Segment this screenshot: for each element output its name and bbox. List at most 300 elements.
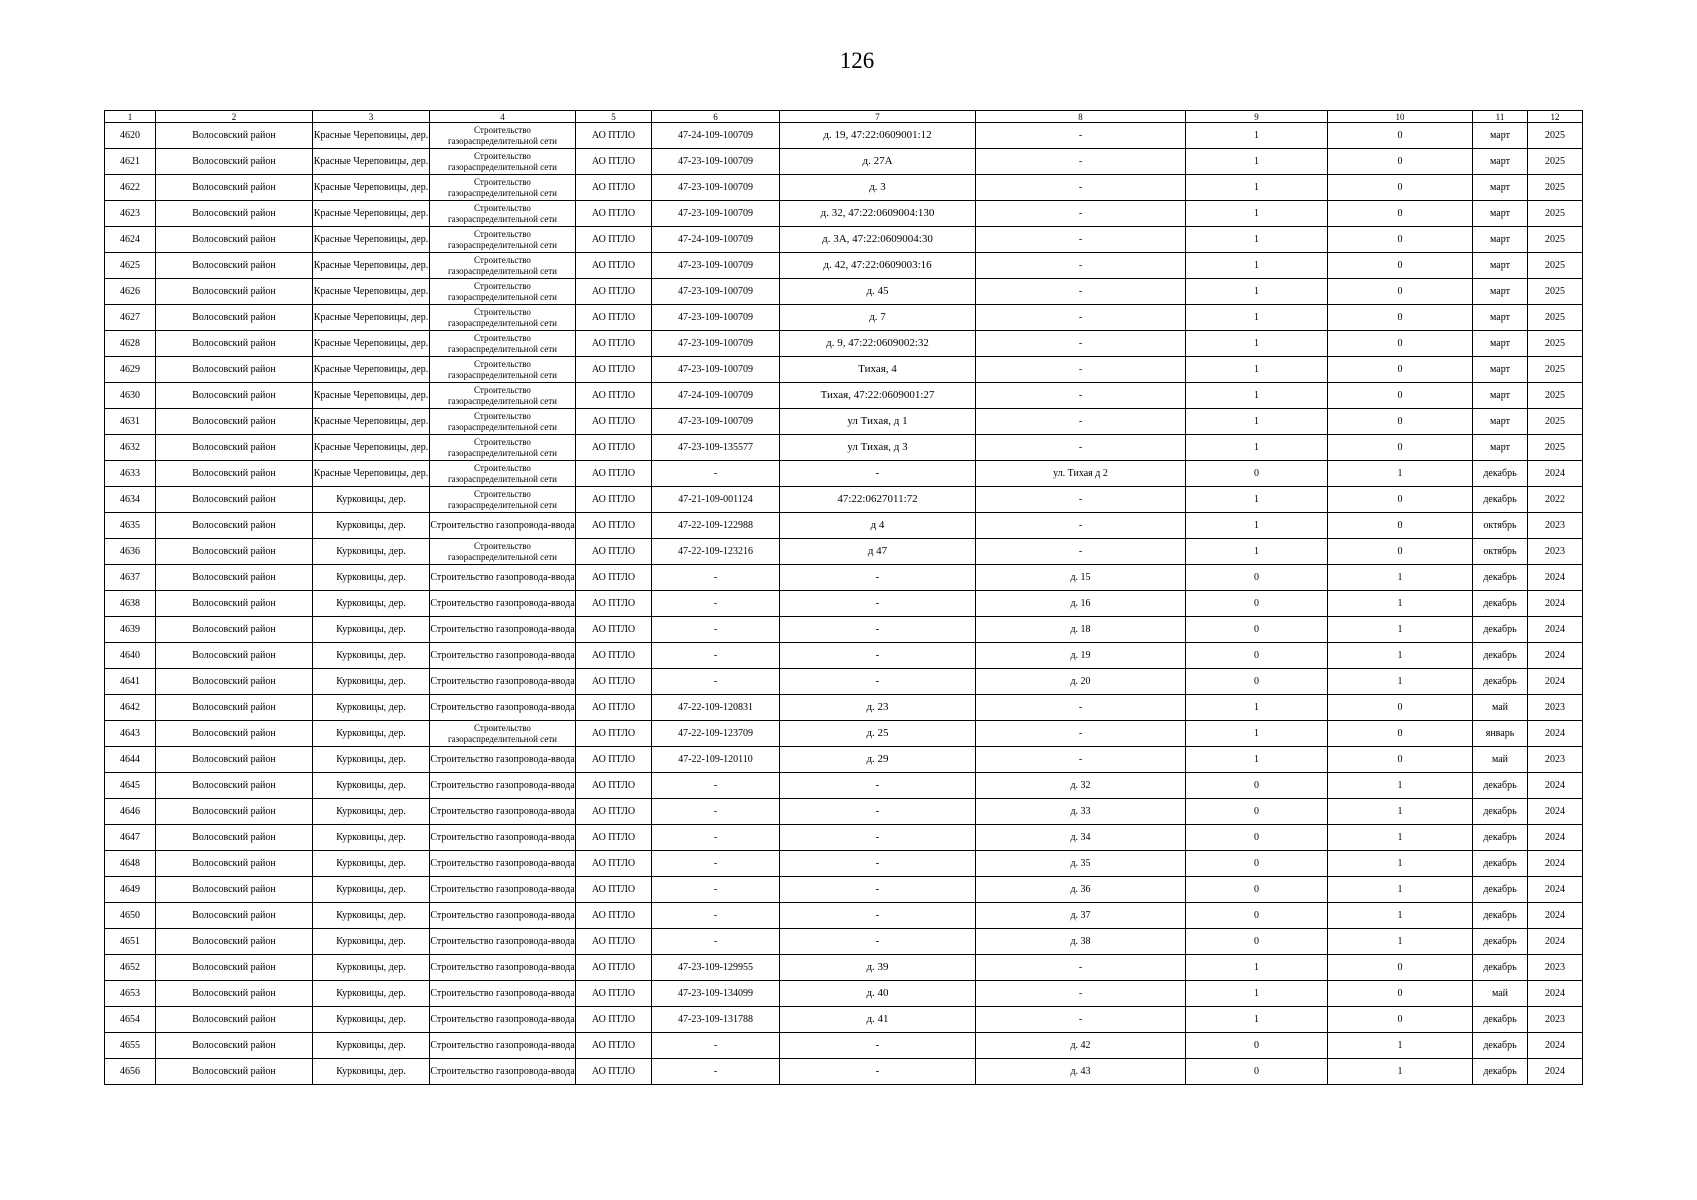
cell-organization: АО ПТЛО: [576, 825, 652, 851]
cell-contract-number: 47-23-109-100709: [652, 331, 780, 357]
cell-organization: АО ПТЛО: [576, 357, 652, 383]
cell-year: 2024: [1528, 929, 1583, 955]
cell-organization: АО ПТЛО: [576, 929, 652, 955]
cell-count-a: 1: [1186, 513, 1328, 539]
column-header-4: 4: [430, 111, 576, 123]
cell-num: 4649: [105, 877, 156, 903]
cell-month: декабрь: [1473, 955, 1528, 981]
cell-count-a: 1: [1186, 435, 1328, 461]
cell-num: 4634: [105, 487, 156, 513]
cell-address: д. 40: [780, 981, 976, 1007]
cell-locality: Курковицы, дер.: [313, 877, 430, 903]
cell-locality: Красные Череповицы, дер.: [313, 123, 430, 149]
cell-count-b: 1: [1328, 565, 1473, 591]
cell-district: Волосовский район: [156, 461, 313, 487]
cell-count-a: 1: [1186, 487, 1328, 513]
cell-organization: АО ПТЛО: [576, 227, 652, 253]
cell-num: 4627: [105, 305, 156, 331]
table-row: [105, 773, 1583, 799]
cell-address: -: [780, 591, 976, 617]
cell-count-b: 1: [1328, 669, 1473, 695]
cell-count-a: 0: [1186, 1059, 1328, 1085]
cell-organization: АО ПТЛО: [576, 773, 652, 799]
cell-locality: Курковицы, дер.: [313, 825, 430, 851]
cell-work-type: Строительство газопровода-ввода: [430, 695, 576, 721]
cell-year: 2025: [1528, 253, 1583, 279]
cell-locality: Курковицы, дер.: [313, 799, 430, 825]
cell-month: март: [1473, 279, 1528, 305]
cell-month: март: [1473, 149, 1528, 175]
cell-locality: Курковицы, дер.: [313, 1059, 430, 1085]
cell-num: 4623: [105, 201, 156, 227]
cell-organization: АО ПТЛО: [576, 643, 652, 669]
cell-month: декабрь: [1473, 825, 1528, 851]
cell-work-type: Строительство газораспределительной сети: [430, 435, 576, 461]
cell-work-type: Строительство газораспределительной сети: [430, 383, 576, 409]
table-row: [105, 123, 1583, 149]
cell-locality: Курковицы, дер.: [313, 929, 430, 955]
table-row: [105, 305, 1583, 331]
table-row: [105, 383, 1583, 409]
cell-month: декабрь: [1473, 669, 1528, 695]
cell-month: декабрь: [1473, 799, 1528, 825]
cell-work-type: Строительство газопровода-ввода: [430, 565, 576, 591]
cell-month: май: [1473, 747, 1528, 773]
cell-district: Волосовский район: [156, 331, 313, 357]
cell-address-alt: -: [976, 279, 1186, 305]
cell-count-b: 0: [1328, 149, 1473, 175]
cell-month: октябрь: [1473, 513, 1528, 539]
cell-locality: Красные Череповицы, дер.: [313, 253, 430, 279]
table-row: [105, 175, 1583, 201]
cell-address: -: [780, 825, 976, 851]
cell-address: д. 9, 47:22:0609002:32: [780, 331, 976, 357]
cell-locality: Курковицы, дер.: [313, 669, 430, 695]
cell-count-a: 0: [1186, 643, 1328, 669]
cell-organization: АО ПТЛО: [576, 149, 652, 175]
cell-num: 4654: [105, 1007, 156, 1033]
cell-organization: АО ПТЛО: [576, 617, 652, 643]
cell-organization: АО ПТЛО: [576, 513, 652, 539]
cell-count-b: 0: [1328, 435, 1473, 461]
cell-address: д. 45: [780, 279, 976, 305]
cell-count-b: 0: [1328, 331, 1473, 357]
table-row: [105, 409, 1583, 435]
cell-count-b: 0: [1328, 279, 1473, 305]
column-header-9: 9: [1186, 111, 1328, 123]
cell-year: 2024: [1528, 669, 1583, 695]
cell-count-a: 1: [1186, 305, 1328, 331]
cell-locality: Курковицы, дер.: [313, 721, 430, 747]
cell-year: 2024: [1528, 1033, 1583, 1059]
cell-month: декабрь: [1473, 877, 1528, 903]
table-row: [105, 903, 1583, 929]
cell-district: Волосовский район: [156, 799, 313, 825]
cell-address-alt: -: [976, 149, 1186, 175]
cell-month: декабрь: [1473, 903, 1528, 929]
cell-num: 4635: [105, 513, 156, 539]
cell-num: 4633: [105, 461, 156, 487]
cell-contract-number: 47-22-109-122988: [652, 513, 780, 539]
cell-work-type: Строительство газопровода-ввода: [430, 877, 576, 903]
cell-district: Волосовский район: [156, 513, 313, 539]
cell-work-type: Строительство газораспределительной сети: [430, 305, 576, 331]
cell-district: Волосовский район: [156, 929, 313, 955]
cell-year: 2025: [1528, 305, 1583, 331]
cell-month: декабрь: [1473, 773, 1528, 799]
cell-address: д. 3А, 47:22:0609004:30: [780, 227, 976, 253]
cell-district: Волосовский район: [156, 435, 313, 461]
cell-count-b: 0: [1328, 981, 1473, 1007]
cell-organization: АО ПТЛО: [576, 383, 652, 409]
table-row: [105, 201, 1583, 227]
cell-work-type: Строительство газопровода-ввода: [430, 981, 576, 1007]
cell-month: май: [1473, 695, 1528, 721]
cell-address-alt: -: [976, 409, 1186, 435]
cell-work-type: Строительство газораспределительной сети: [430, 149, 576, 175]
cell-address-alt: д. 19: [976, 643, 1186, 669]
cell-count-b: 1: [1328, 773, 1473, 799]
cell-organization: АО ПТЛО: [576, 721, 652, 747]
cell-locality: Красные Череповицы, дер.: [313, 175, 430, 201]
cell-organization: АО ПТЛО: [576, 487, 652, 513]
table-row: [105, 851, 1583, 877]
cell-work-type: Строительство газопровода-ввода: [430, 929, 576, 955]
cell-num: 4639: [105, 617, 156, 643]
cell-work-type: Строительство газопровода-ввода: [430, 669, 576, 695]
cell-organization: АО ПТЛО: [576, 799, 652, 825]
cell-num: 4641: [105, 669, 156, 695]
cell-address: д. 29: [780, 747, 976, 773]
cell-num: 4656: [105, 1059, 156, 1085]
cell-address-alt: -: [976, 955, 1186, 981]
cell-contract-number: 47-23-109-100709: [652, 409, 780, 435]
cell-organization: АО ПТЛО: [576, 851, 652, 877]
cell-organization: АО ПТЛО: [576, 1033, 652, 1059]
column-header-3: 3: [313, 111, 430, 123]
cell-year: 2024: [1528, 591, 1583, 617]
cell-contract-number: -: [652, 565, 780, 591]
cell-count-b: 1: [1328, 643, 1473, 669]
cell-district: Волосовский район: [156, 669, 313, 695]
cell-count-a: 0: [1186, 799, 1328, 825]
cell-district: Волосовский район: [156, 877, 313, 903]
cell-address: д. 19, 47:22:0609001:12: [780, 123, 976, 149]
cell-district: Волосовский район: [156, 851, 313, 877]
column-header-8: 8: [976, 111, 1186, 123]
cell-count-a: 1: [1186, 955, 1328, 981]
cell-organization: АО ПТЛО: [576, 669, 652, 695]
table-row: [105, 279, 1583, 305]
cell-address: Тихая, 47:22:0609001:27: [780, 383, 976, 409]
cell-address-alt: -: [976, 695, 1186, 721]
cell-month: март: [1473, 331, 1528, 357]
table-row: [105, 981, 1583, 1007]
cell-year: 2025: [1528, 331, 1583, 357]
cell-year: 2023: [1528, 955, 1583, 981]
cell-month: декабрь: [1473, 1033, 1528, 1059]
cell-num: 4646: [105, 799, 156, 825]
cell-organization: АО ПТЛО: [576, 279, 652, 305]
cell-count-b: 0: [1328, 357, 1473, 383]
cell-district: Волосовский район: [156, 383, 313, 409]
cell-work-type: Строительство газораспределительной сети: [430, 123, 576, 149]
cell-count-a: 0: [1186, 1033, 1328, 1059]
cell-district: Волосовский район: [156, 539, 313, 565]
column-header-1: 1: [105, 111, 156, 123]
cell-year: 2024: [1528, 721, 1583, 747]
cell-address: -: [780, 565, 976, 591]
cell-organization: АО ПТЛО: [576, 1007, 652, 1033]
cell-year: 2024: [1528, 851, 1583, 877]
cell-address-alt: д. 38: [976, 929, 1186, 955]
cell-locality: Курковицы, дер.: [313, 955, 430, 981]
cell-month: март: [1473, 357, 1528, 383]
cell-year: 2024: [1528, 903, 1583, 929]
cell-count-a: 1: [1186, 981, 1328, 1007]
cell-num: 4651: [105, 929, 156, 955]
table-row: [105, 435, 1583, 461]
cell-address-alt: -: [976, 357, 1186, 383]
cell-organization: АО ПТЛО: [576, 695, 652, 721]
cell-work-type: Строительство газопровода-ввода: [430, 1059, 576, 1085]
cell-num: 4636: [105, 539, 156, 565]
cell-count-b: 0: [1328, 409, 1473, 435]
cell-address-alt: -: [976, 123, 1186, 149]
table-row: [105, 617, 1583, 643]
column-header-11: 11: [1473, 111, 1528, 123]
cell-address-alt: -: [976, 201, 1186, 227]
cell-year: 2023: [1528, 695, 1583, 721]
cell-address-alt: -: [976, 981, 1186, 1007]
cell-month: март: [1473, 123, 1528, 149]
table-row: [105, 747, 1583, 773]
cell-work-type: Строительство газораспределительной сети: [430, 539, 576, 565]
cell-locality: Курковицы, дер.: [313, 903, 430, 929]
cell-num: 4648: [105, 851, 156, 877]
cell-address-alt: -: [976, 435, 1186, 461]
cell-address-alt: д. 20: [976, 669, 1186, 695]
cell-address-alt: -: [976, 227, 1186, 253]
cell-contract-number: -: [652, 1033, 780, 1059]
cell-district: Волосовский район: [156, 617, 313, 643]
table-row: [105, 721, 1583, 747]
cell-locality: Курковицы, дер.: [313, 617, 430, 643]
cell-address-alt: -: [976, 487, 1186, 513]
cell-locality: Курковицы, дер.: [313, 1033, 430, 1059]
cell-address: д. 41: [780, 1007, 976, 1033]
cell-district: Волосовский район: [156, 981, 313, 1007]
cell-month: март: [1473, 201, 1528, 227]
cell-num: 4637: [105, 565, 156, 591]
cell-work-type: Строительство газораспределительной сети: [430, 487, 576, 513]
cell-count-a: 0: [1186, 877, 1328, 903]
cell-contract-number: 47-23-109-100709: [652, 149, 780, 175]
page-number: 126: [839, 48, 875, 73]
cell-district: Волосовский район: [156, 1033, 313, 1059]
cell-num: 4626: [105, 279, 156, 305]
cell-address-alt: д. 37: [976, 903, 1186, 929]
cell-contract-number: -: [652, 1059, 780, 1085]
column-header-6: 6: [652, 111, 780, 123]
cell-month: март: [1473, 409, 1528, 435]
cell-count-a: 0: [1186, 461, 1328, 487]
cell-locality: Красные Череповицы, дер.: [313, 201, 430, 227]
cell-address: ул Тихая, д 3: [780, 435, 976, 461]
cell-month: декабрь: [1473, 461, 1528, 487]
cell-address: д 4: [780, 513, 976, 539]
cell-month: январь: [1473, 721, 1528, 747]
cell-locality: Курковицы, дер.: [313, 539, 430, 565]
table-row: [105, 1007, 1583, 1033]
cell-count-b: 0: [1328, 201, 1473, 227]
cell-work-type: Строительство газораспределительной сети: [430, 279, 576, 305]
cell-num: 4644: [105, 747, 156, 773]
cell-organization: АО ПТЛО: [576, 591, 652, 617]
cell-organization: АО ПТЛО: [576, 955, 652, 981]
cell-num: 4631: [105, 409, 156, 435]
cell-locality: Красные Череповицы, дер.: [313, 331, 430, 357]
cell-year: 2024: [1528, 799, 1583, 825]
cell-count-a: 1: [1186, 747, 1328, 773]
table-row: [105, 539, 1583, 565]
cell-district: Волосовский район: [156, 253, 313, 279]
cell-address: д. 7: [780, 305, 976, 331]
cell-count-b: 0: [1328, 513, 1473, 539]
cell-count-a: 1: [1186, 357, 1328, 383]
cell-address: д. 32, 47:22:0609004:130: [780, 201, 976, 227]
cell-work-type: Строительство газопровода-ввода: [430, 851, 576, 877]
cell-year: 2025: [1528, 227, 1583, 253]
cell-month: май: [1473, 981, 1528, 1007]
cell-address-alt: д. 42: [976, 1033, 1186, 1059]
cell-contract-number: -: [652, 669, 780, 695]
cell-address: -: [780, 669, 976, 695]
cell-count-b: 1: [1328, 799, 1473, 825]
cell-year: 2025: [1528, 383, 1583, 409]
cell-num: 4624: [105, 227, 156, 253]
table-row: [105, 591, 1583, 617]
cell-count-a: 1: [1186, 695, 1328, 721]
cell-num: 4629: [105, 357, 156, 383]
cell-year: 2024: [1528, 825, 1583, 851]
column-header-10: 10: [1328, 111, 1473, 123]
cell-month: декабрь: [1473, 1059, 1528, 1085]
cell-year: 2024: [1528, 643, 1583, 669]
table-row: [105, 799, 1583, 825]
cell-num: 4645: [105, 773, 156, 799]
cell-locality: Курковицы, дер.: [313, 643, 430, 669]
cell-district: Волосовский район: [156, 201, 313, 227]
cell-contract-number: 47-23-109-100709: [652, 253, 780, 279]
table-row: [105, 929, 1583, 955]
cell-work-type: Строительство газопровода-ввода: [430, 747, 576, 773]
cell-district: Волосовский район: [156, 825, 313, 851]
cell-year: 2025: [1528, 201, 1583, 227]
cell-count-a: 1: [1186, 123, 1328, 149]
cell-locality: Красные Череповицы, дер.: [313, 227, 430, 253]
cell-work-type: Строительство газопровода-ввода: [430, 1007, 576, 1033]
cell-month: декабрь: [1473, 617, 1528, 643]
table-row: [105, 461, 1583, 487]
cell-year: 2024: [1528, 1059, 1583, 1085]
cell-count-b: 1: [1328, 877, 1473, 903]
cell-locality: Красные Череповицы, дер.: [313, 357, 430, 383]
cell-locality: Курковицы, дер.: [313, 851, 430, 877]
cell-address-alt: -: [976, 305, 1186, 331]
cell-year: 2025: [1528, 409, 1583, 435]
cell-address-alt: -: [976, 539, 1186, 565]
table-row: [105, 331, 1583, 357]
cell-locality: Курковицы, дер.: [313, 747, 430, 773]
cell-work-type: Строительство газораспределительной сети: [430, 461, 576, 487]
cell-count-a: 1: [1186, 175, 1328, 201]
table-row: [105, 357, 1583, 383]
cell-num: 4630: [105, 383, 156, 409]
cell-year: 2024: [1528, 877, 1583, 903]
table-row: [105, 1059, 1583, 1085]
table-row: [105, 825, 1583, 851]
table-row: [105, 487, 1583, 513]
cell-address-alt: д. 34: [976, 825, 1186, 851]
cell-contract-number: 47-23-109-134099: [652, 981, 780, 1007]
cell-count-b: 1: [1328, 825, 1473, 851]
cell-month: декабрь: [1473, 1007, 1528, 1033]
cell-year: 2025: [1528, 149, 1583, 175]
cell-year: 2024: [1528, 461, 1583, 487]
cell-contract-number: -: [652, 773, 780, 799]
cell-year: 2023: [1528, 747, 1583, 773]
cell-contract-number: 47-23-109-135577: [652, 435, 780, 461]
cell-work-type: Строительство газораспределительной сети: [430, 227, 576, 253]
cell-work-type: Строительство газопровода-ввода: [430, 903, 576, 929]
cell-year: 2025: [1528, 357, 1583, 383]
cell-district: Волосовский район: [156, 643, 313, 669]
cell-locality: Курковицы, дер.: [313, 487, 430, 513]
table-row: [105, 643, 1583, 669]
column-header-12: 12: [1528, 111, 1583, 123]
cell-address-alt: -: [976, 175, 1186, 201]
cell-address: д. 25: [780, 721, 976, 747]
cell-contract-number: 47-24-109-100709: [652, 123, 780, 149]
cell-locality: Курковицы, дер.: [313, 981, 430, 1007]
cell-count-a: 1: [1186, 279, 1328, 305]
cell-count-a: 0: [1186, 591, 1328, 617]
cell-address-alt: -: [976, 1007, 1186, 1033]
cell-count-b: 0: [1328, 721, 1473, 747]
cell-count-b: 0: [1328, 253, 1473, 279]
table-row: [105, 695, 1583, 721]
cell-work-type: Строительство газопровода-ввода: [430, 825, 576, 851]
cell-district: Волосовский район: [156, 773, 313, 799]
cell-district: Волосовский район: [156, 695, 313, 721]
cell-district: Волосовский район: [156, 955, 313, 981]
cell-month: март: [1473, 435, 1528, 461]
cell-count-b: 1: [1328, 1033, 1473, 1059]
cell-district: Волосовский район: [156, 149, 313, 175]
cell-month: декабрь: [1473, 591, 1528, 617]
cell-work-type: Строительство газопровода-ввода: [430, 1033, 576, 1059]
cell-month: декабрь: [1473, 565, 1528, 591]
cell-work-type: Строительство газораспределительной сети: [430, 721, 576, 747]
cell-count-a: 0: [1186, 929, 1328, 955]
cell-num: 4653: [105, 981, 156, 1007]
cell-contract-number: 47-21-109-001124: [652, 487, 780, 513]
table-header-row: [105, 111, 1583, 123]
cell-num: 4643: [105, 721, 156, 747]
cell-address: 47:22:0627011:72: [780, 487, 976, 513]
cell-month: март: [1473, 253, 1528, 279]
